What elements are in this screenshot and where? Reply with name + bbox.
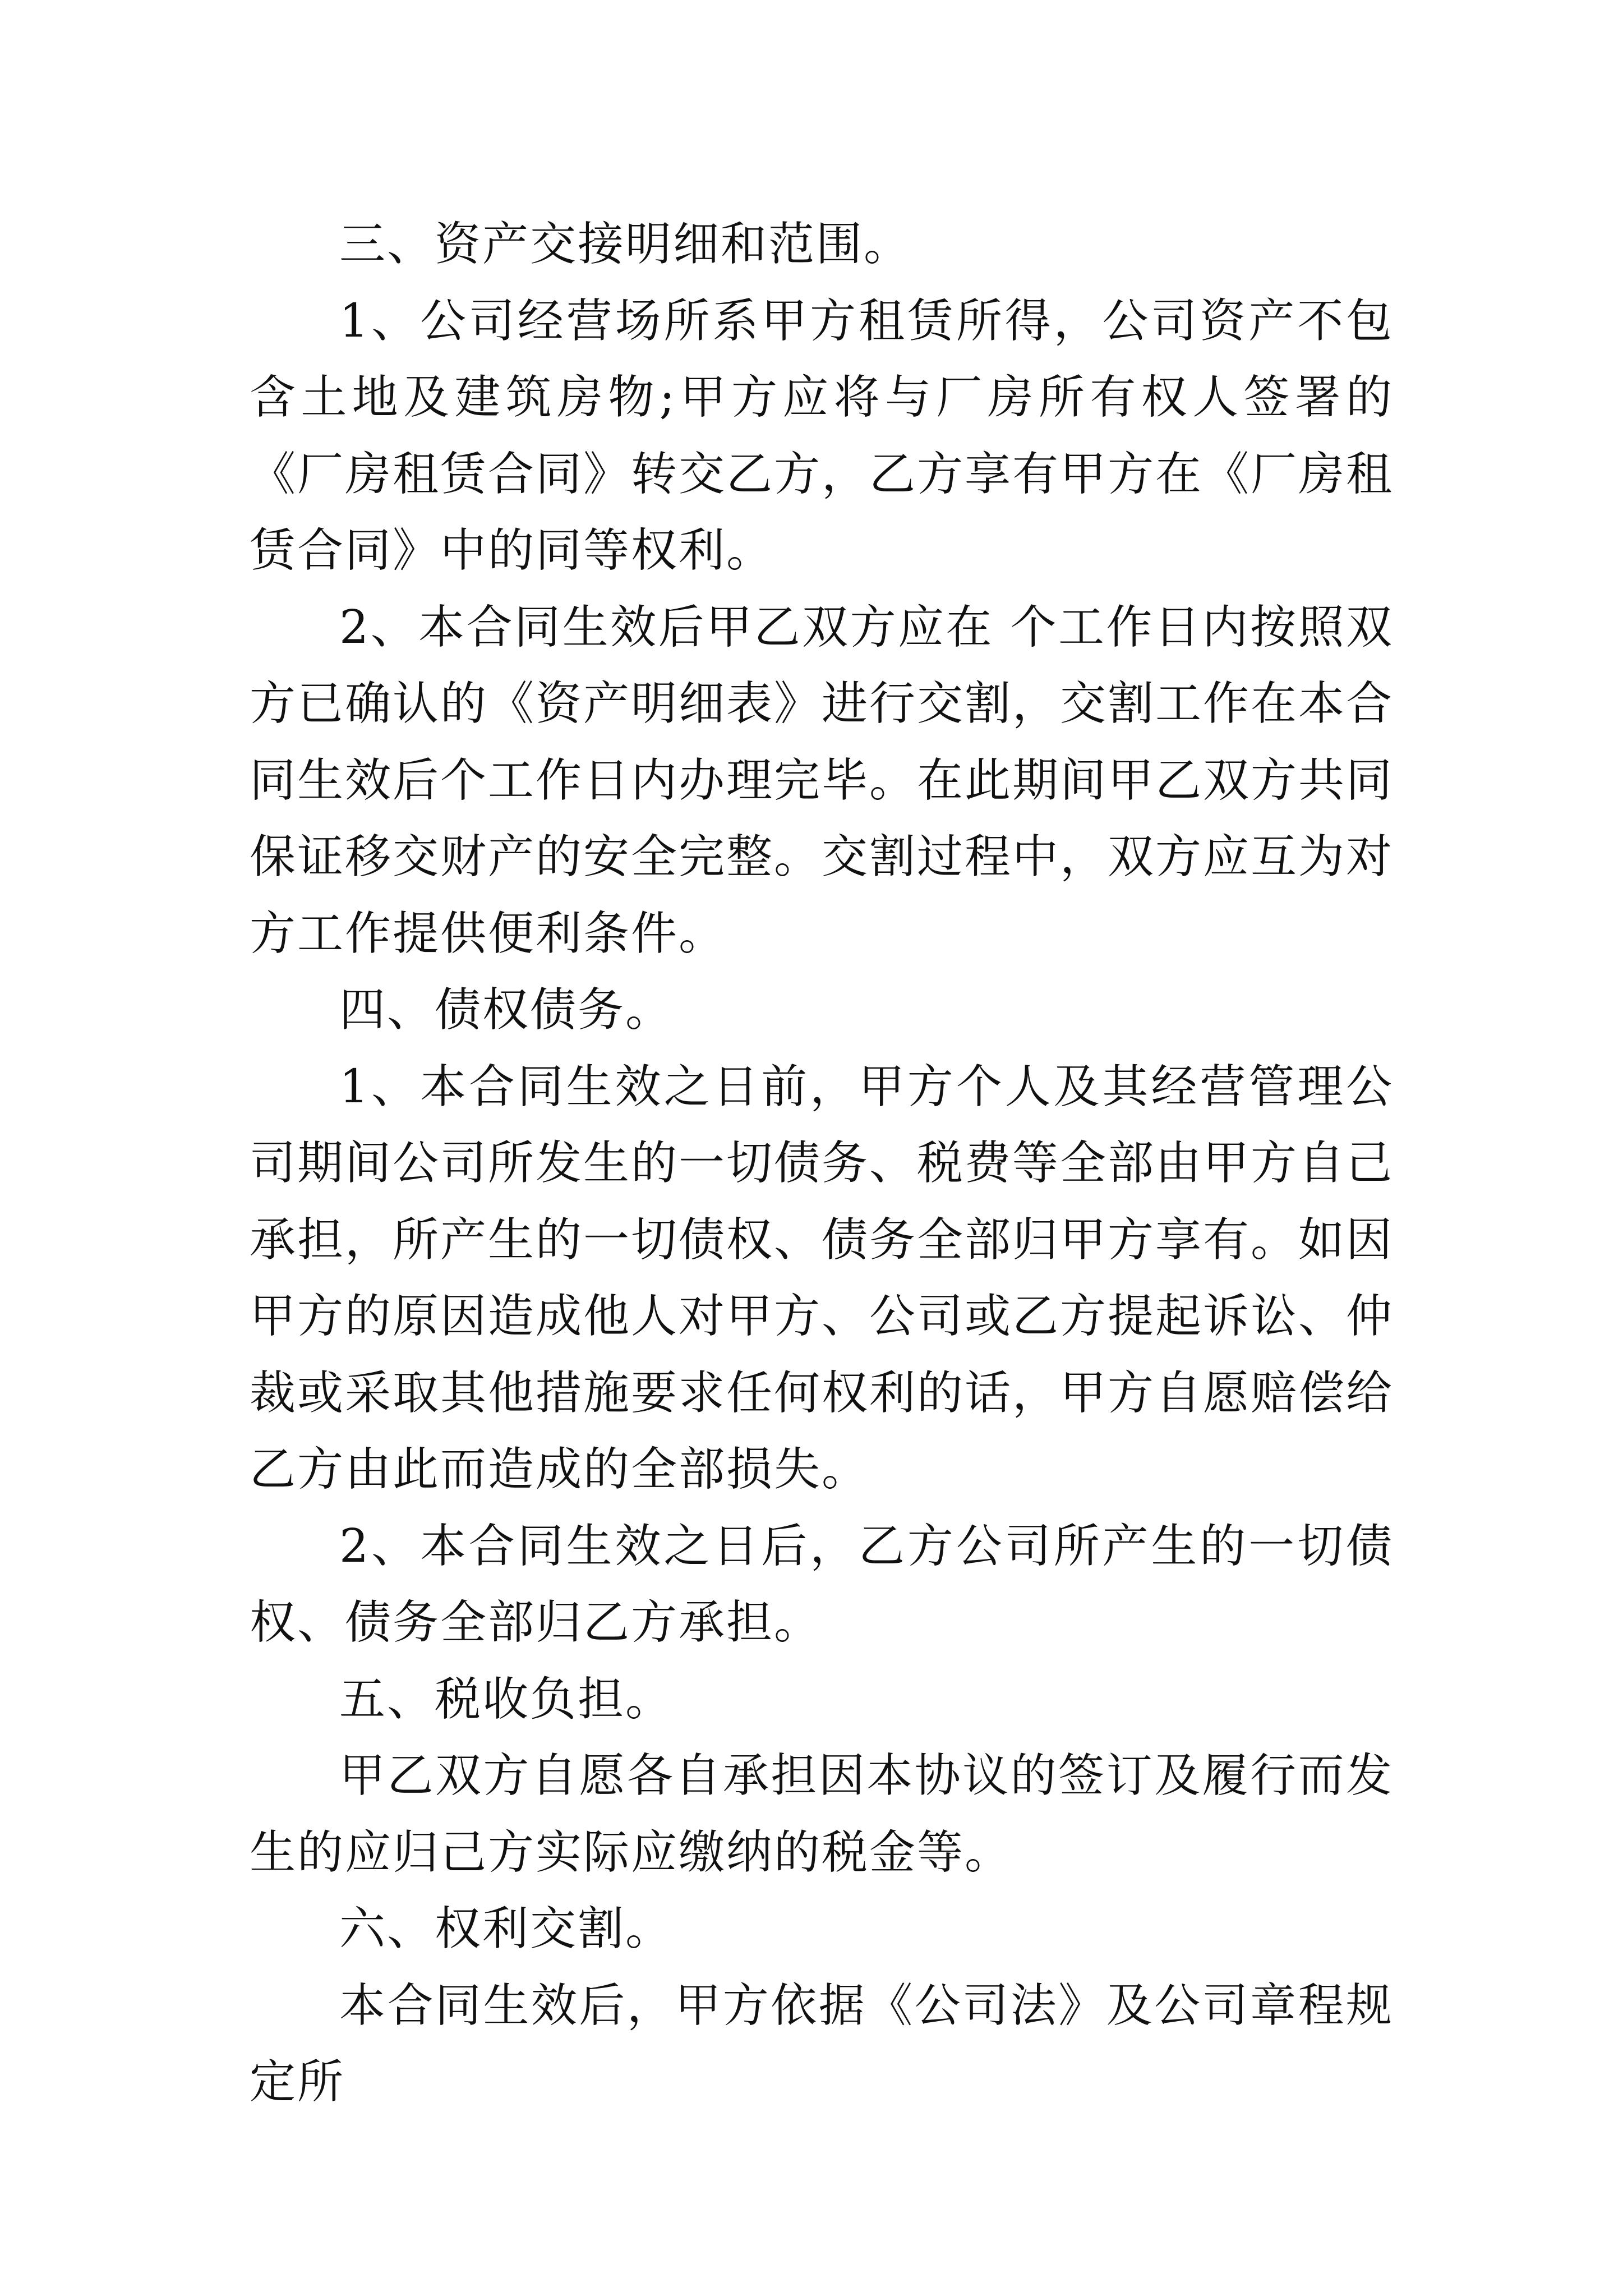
section-heading-debts: 四、债权债务。 [339, 983, 674, 1037]
section-heading-asset-handover: 三、资产交接明细和范围。 [339, 218, 912, 271]
document-body [250, 206, 1394, 2121]
clause-4-1-prior-debts: 1、本合同生效之日前，甲方个人及其经营管理公司期间公司所发生的一切债务、税费等全部由甲方自己承担，所产生的一切债权、债务全部归甲方享有。如因甲方的原因造成他人对甲方、公司或乙方提起诉讼、仲裁或采取其他措施要求任何权利的话，甲方自愿赔偿给乙方由此而造成的全部损失。 [250, 1060, 1394, 1496]
clause-4-2-later-debts: 2、本合同生效之日后，乙方公司所产生的一切债权、债务全部归乙方承担。 [250, 1519, 1394, 1649]
section-heading-rights: 六、权利交割。 [339, 1902, 674, 1955]
clause-5-tax: 甲乙双方自愿各自承担因本协议的签订及履行而发生的应归己方实际应缴纳的税金等。 [250, 1749, 1394, 1879]
clause-3-2-handover: 2、本合同生效后甲乙双方应在 个工作日内按照双方已确认的《资产明细表》进行交割，交割工作在本合同生效后个工作日内办理完毕。在此期间甲乙双方共同保证移交财产的安全完整。交割过程中，双方应互为对方工作提供便利条件。 [250, 600, 1394, 960]
clause-3-1-premises: 1、公司经营场所系甲方租赁所得，公司资产不包含土地及建筑房物;甲方应将与厂房所有权人签署的《厂房租赁合同》转交乙方，乙方享有甲方在《厂房租赁合同》中的同等权利。 [250, 294, 1394, 577]
clause-6-rights: 本合同生效后，甲方依据《公司法》及公司章程规定所 [250, 1978, 1394, 2109]
section-heading-tax: 五、税收负担。 [339, 1672, 674, 1726]
